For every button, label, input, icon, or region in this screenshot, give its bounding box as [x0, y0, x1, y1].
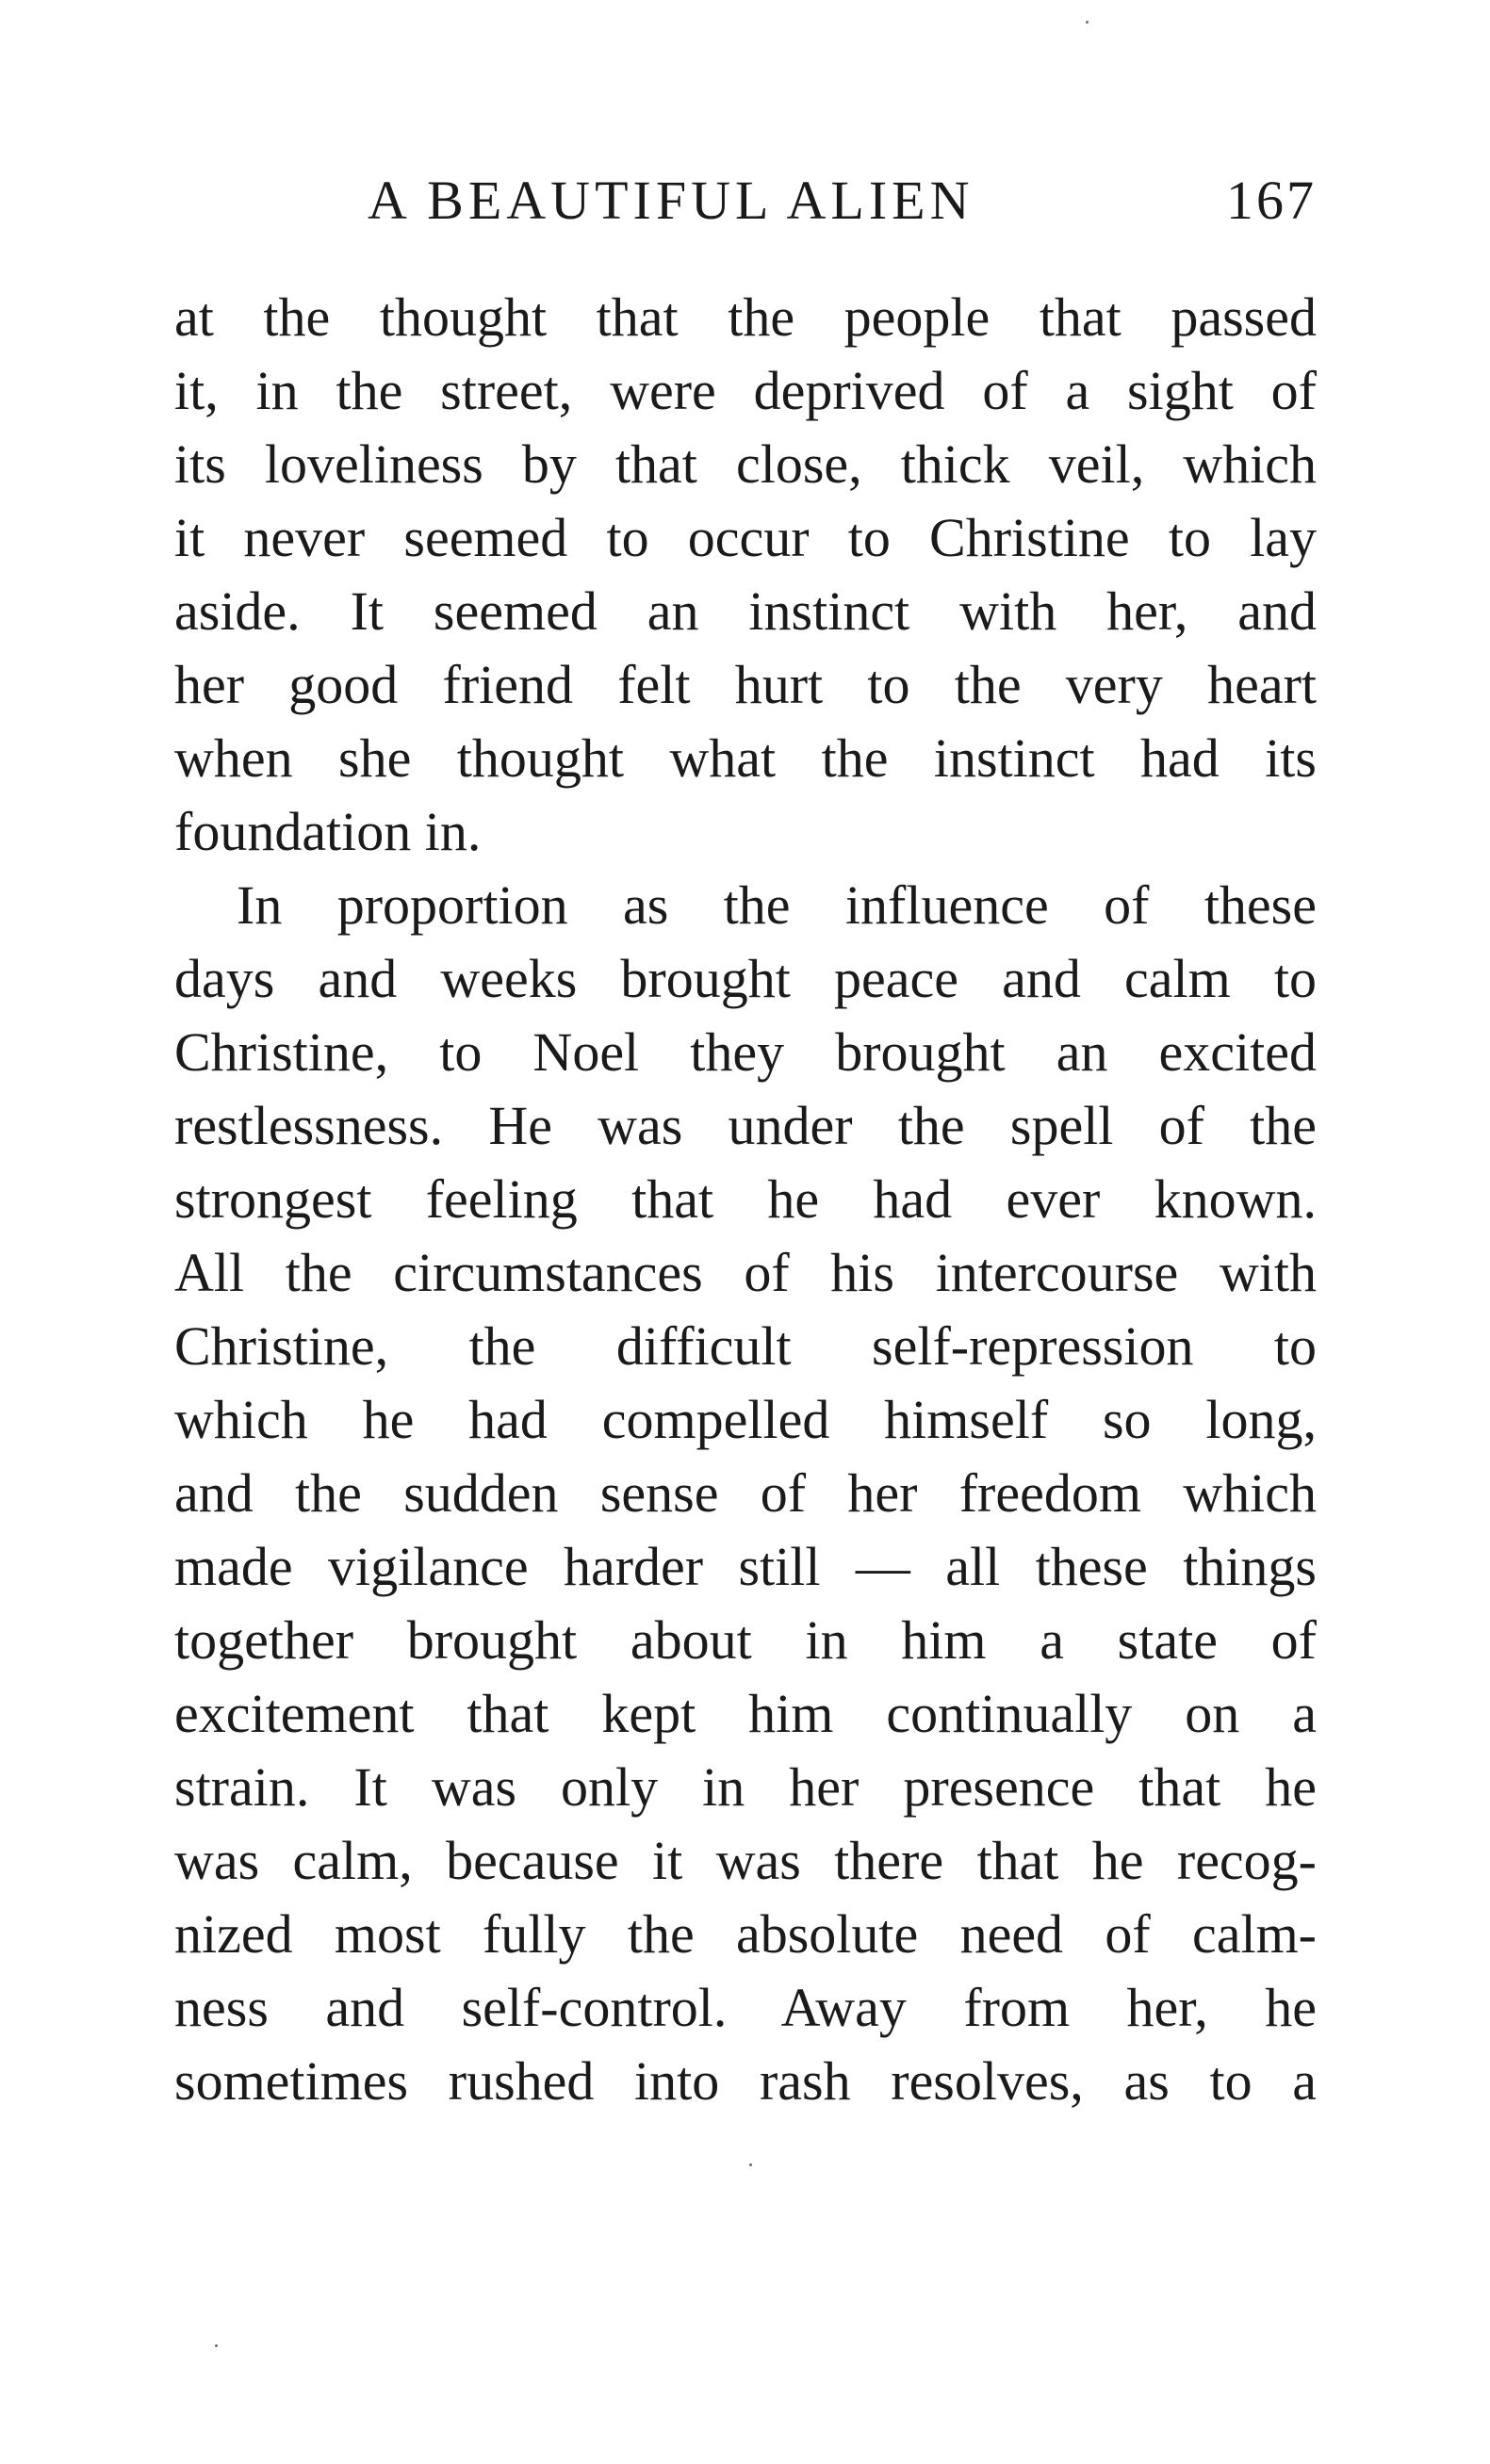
text-line: days and weeks brought peace and calm to — [174, 948, 1317, 1009]
text-line: Christine, the difficult self-repression to — [174, 1315, 1317, 1377]
text-line: strongest feeling that he had ever known. — [174, 1168, 1317, 1230]
text-line: strain. It was only in her presence that he — [174, 1756, 1317, 1818]
text-line: was calm, because it was there that he recog- — [174, 1830, 1317, 1891]
text-line: it, in the street, were deprived of a sight of — [174, 360, 1317, 421]
text-line: All the circumstances of his intercourse with — [174, 1242, 1317, 1303]
running-head — [174, 168, 1317, 234]
text-line: restlessness. He was under the spell of the — [174, 1095, 1317, 1156]
text-line: ness and self-control. Away from her, he — [174, 1977, 1317, 2038]
text-line: foundation in. — [174, 801, 482, 862]
text-line: when she thought what the instinct had its — [174, 727, 1317, 789]
body-text — [174, 281, 1317, 2118]
text-line: which he had compelled himself so long, — [174, 1389, 1317, 1450]
page-number: 167 — [1226, 170, 1317, 231]
text-line: together brought about in him a state of — [174, 1609, 1317, 1671]
text-line: made vigilance harder still — all these things — [174, 1536, 1317, 1597]
text-line: nized most fully the absolute need of calm- — [174, 1903, 1317, 1965]
running-title: A BEAUTIFUL ALIEN — [368, 170, 974, 231]
scan-speck — [1086, 21, 1089, 24]
scan-speck — [215, 2344, 218, 2347]
text-line: its loveliness by that close, thick veil, which — [174, 433, 1317, 495]
scan-speck — [749, 2163, 752, 2166]
text-line: sometimes rushed into rash resolves, as to a — [174, 2050, 1317, 2112]
text-line: aside. It seemed an instinct with her, and — [174, 580, 1317, 642]
text-line: at the thought that the people that passed — [174, 286, 1317, 348]
text-line: it never seemed to occur to Christine to lay — [174, 507, 1317, 568]
text-line: In proportion as the influence of these — [237, 874, 1317, 936]
text-line: her good friend felt hurt to the very heart — [174, 654, 1317, 715]
text-line: and the sudden sense of her freedom which — [174, 1462, 1317, 1524]
text-line: Christine, to Noel they brought an excited — [174, 1021, 1317, 1083]
text-line: excitement that kept him continually on a — [174, 1683, 1317, 1744]
